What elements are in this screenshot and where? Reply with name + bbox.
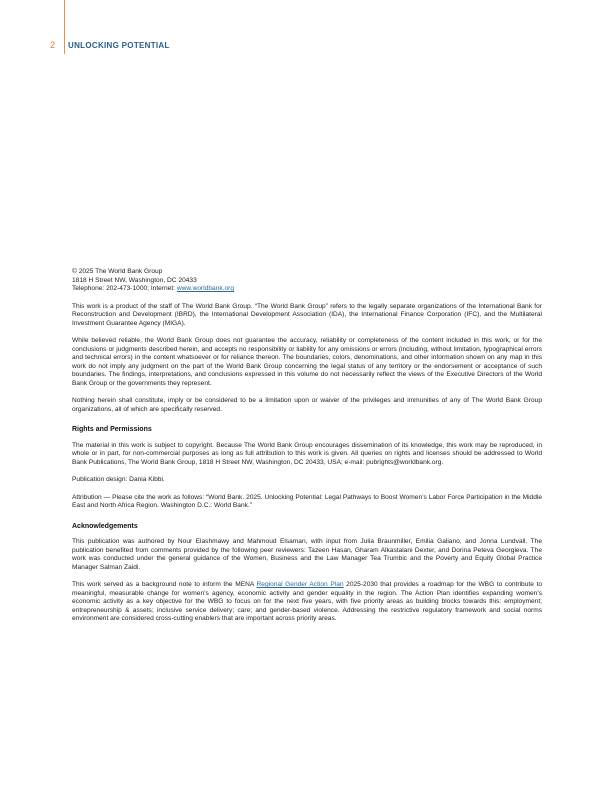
page-number: 2 [50,40,56,50]
paragraph-authors: This publication was authored by Nour Elashmawy and Mahmoud Elsaman, with input from Julia Braunmiller, Emilia Galiano, and Jonna Lundvall. The publication benefited from comments provided by the following peer reviewers: Tazeen Hasan, Gharam Alkastalani Dexter, and Dorina Peteva Georgieva. The work was conducted under the general guidance of the Women, Business and the Law Manager Tea Trumbic and the Poverty and Equity Global Practice Manager Salman Zaidi. [72,538,542,571]
section-title: UNLOCKING POTENTIAL [68,40,170,50]
rights-heading: Rights and Permissions [72,426,152,433]
contact-prefix: Telephone: 202-473-1000; Internet: [72,285,177,292]
background-note-prefix: This work served as a background note to inform the MENA [72,581,257,588]
copyright-page-content [72,268,542,633]
page-header [50,40,170,50]
background-note-suffix: 2025-2030 that provides a roadmap for the WBG to contribute to meaningful, measurable change for women’s agency, economic activity and gender equality in the region. The Action Plan identifies expanding women’s economic activity as a key objective for the WBG to focus on for the next five years, with five priority areas as building blocks towards this: employment; entrepreneurship & assets; inclusive service delivery; care; and gender-based violence. Addressing the restrictive regulatory framework and social norms environment are considered cross-cutting enablers that are important across priority areas. [72,581,542,622]
paragraph-attribution: Attribution — Please cite the work as follows: “World Bank. 2025. Unlocking Potential: Legal Pathways to Boost Women’s Labor Force Participation in the Middle East and North Africa Region. Washington D.C.: World Bank.” [72,493,542,509]
copyright-block [72,268,542,294]
gender-action-plan-link[interactable]: Regional Gender Action Plan [256,581,344,588]
paragraph-immunities: Nothing herein shall constitute, imply or be considered to be a limitation upon or waiver of the privileges and immunities of any of The World Bank Group organizations, all of which are specifically reserved. [72,397,542,413]
paragraph-rights: The material in this work is subject to copyright. Because The World Bank Group encourages dissemination of its knowledge, this work may be reproduced, in whole or in part, for non-commercial purposes as long as full attribution to this work is given. All queries on rights and licenses should be addressed to World Bank Publications, The World Bank Group, 1818 H Street NW, Washington, DC 20433, USA; e-mail: pubrights@worldbank.org. [72,441,542,466]
copyright-line: © 2025 The World Bank Group [72,268,163,275]
paragraph-design-credit: Publication design: Dania Kibbi. [72,476,165,483]
acknowledgements-heading: Acknowledgements [72,522,138,530]
website-link[interactable]: www.worldbank.org [176,285,235,292]
contact-line [72,285,542,294]
paragraph-wbg-definition: This work is a product of the staff of The World Bank Group. “The World Bank Group” refers to the legally separate organizations of the International Bank for Reconstruction and Development (IBRD), the International Development Association (IDA), the International Finance Corporation (IFC), and the Multilateral Investment Guarantee Agency (MIGA). [72,302,542,327]
address-line: 1818 H Street NW, Washington, DC 20433 [72,276,197,284]
paragraph-disclaimer: While believed reliable, the World Bank Group does not guarantee the accuracy, reliability or completeness of the content included in this work, or for the conclusions or judgments described herein, and accepts no responsibility or liability for any omissions or errors (including, without limitation, typographical errors and technical errors) in the content whatsoever or for reliance thereon. The boundaries, colors, denominations, and other information shown on any map in this work do not imply any judgment on the part of the World Bank Group concerning the legal status of any territory or the endorsement or acceptance of such boundaries. The findings, interpretations, and conclusions expressed in this volume do not necessarily reflect the views of the Executive Directors of the World Bank Group or the governments they represent. [72,337,542,387]
paragraph-background-note [72,581,542,624]
